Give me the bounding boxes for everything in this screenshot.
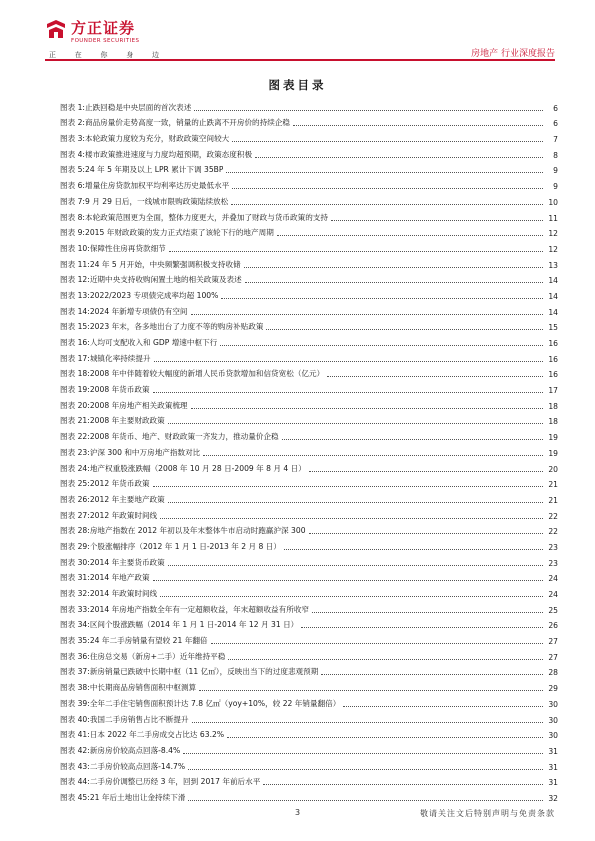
toc-entry-page: 22	[548, 511, 558, 521]
toc-dot-leader	[169, 251, 543, 252]
toc-entry-page: 18	[548, 401, 558, 411]
toc-dot-leader	[153, 486, 543, 487]
page-header	[0, 0, 595, 75]
toc-entry-title: 中长期商品房销售面积中枢测算	[89, 683, 197, 693]
toc-entry-page: 27	[548, 652, 558, 662]
toc-entry-label: 图表 30:	[60, 557, 90, 567]
toc-entry-label: 图表 16:	[60, 338, 90, 347]
toc-entry[interactable]	[60, 787, 558, 803]
toc-entry[interactable]	[60, 97, 558, 113]
toc-entry[interactable]	[60, 552, 558, 568]
toc-entry-label: 图表 34:	[60, 620, 90, 630]
toc-entry-title: 9 月 29 日后，一线城市限购政策陆续放松	[85, 196, 229, 206]
toc-entry[interactable]	[60, 662, 558, 678]
toc-entry-title: 2014 年房地产指数全年有一定超额收益，年末超额收益有所收窄	[89, 604, 310, 614]
toc-entry-label: 图表 11:	[60, 259, 90, 269]
toc-entry[interactable]	[60, 693, 558, 709]
figure-toc-list	[60, 97, 558, 803]
slogan-char: 你	[100, 51, 108, 59]
toc-entry-label: 图表 18:	[60, 369, 90, 379]
toc-entry-title: 增量住房贷款加权平均利率达历史最低水平	[85, 181, 230, 191]
toc-entry[interactable]	[60, 489, 558, 505]
toc-entry-label: 图表 9:	[60, 228, 85, 238]
toc-entry-page: 31	[548, 778, 558, 788]
toc-entry[interactable]	[60, 536, 558, 552]
toc-entry[interactable]	[60, 442, 558, 458]
toc-entry-page: 28	[548, 668, 558, 678]
toc-dot-leader	[245, 282, 543, 283]
disclaimer-text: 敬请关注文后特别声明与免责条款	[420, 809, 555, 818]
slogan-char: 边	[152, 51, 159, 59]
toc-entry[interactable]	[60, 725, 558, 741]
toc-entry-label: 图表 35:	[60, 636, 90, 646]
toc-dot-leader	[188, 769, 543, 770]
toc-entry-title: 24 年 5 月开始，中央频繁强调积极支持收储	[89, 259, 241, 269]
toc-entry[interactable]	[60, 568, 558, 584]
toc-entry-page: 17	[548, 386, 558, 396]
toc-entry[interactable]	[60, 207, 558, 223]
toc-entry-page: 16	[548, 339, 558, 348]
toc-entry-title: 2022/2023 专项债完成率均超 100%	[89, 290, 219, 300]
toc-dot-leader	[266, 329, 543, 330]
toc-dot-leader	[284, 549, 543, 550]
toc-entry-page: 31	[548, 762, 558, 772]
toc-entry-label: 图表 31:	[60, 573, 90, 583]
toc-entry[interactable]	[60, 317, 558, 333]
toc-entry-label: 图表 36:	[60, 651, 90, 661]
toc-dot-leader	[321, 674, 543, 675]
toc-entry-title: 住房总交易（新房+二手）近年维持平稳	[89, 651, 226, 661]
toc-entry-page: 20	[548, 464, 558, 474]
toc-entry-page: 7	[553, 135, 558, 145]
toc-dot-leader	[232, 188, 543, 189]
toc-entry[interactable]	[60, 677, 558, 693]
toc-entry-title: 地产权重股涨跌幅（2008 年 10 月 28 日-2009 年 8 月 4 日）	[89, 463, 306, 473]
toc-entry[interactable]	[60, 395, 558, 411]
toc-entry-page: 12	[548, 229, 558, 239]
toc-entry-page: 16	[548, 370, 558, 380]
toc-entry-page: 30	[548, 699, 558, 709]
toc-entry-title: 2014 年主要货币政策	[89, 557, 165, 567]
toc-entry-label: 图表 29:	[60, 541, 90, 551]
toc-dot-leader	[194, 110, 543, 111]
toc-entry-label: 图表 5:	[60, 165, 85, 175]
toc-entry-page: 6	[553, 119, 558, 129]
toc-dot-leader	[277, 235, 543, 236]
toc-entry-page: 26	[548, 621, 558, 631]
toc-entry-page: 32	[548, 793, 558, 803]
toc-entry[interactable]	[60, 740, 558, 756]
toc-entry-label: 图表 45:	[60, 792, 90, 802]
toc-entry[interactable]	[60, 223, 558, 239]
toc-entry-label: 图表 13:	[60, 290, 90, 300]
toc-entry-title: 24 年 5 年期及以上 LPR 累计下调 35BP	[85, 165, 224, 175]
toc-entry-label: 图表 10:	[60, 243, 90, 253]
toc-dot-leader	[191, 408, 543, 409]
toc-dot-leader	[309, 533, 543, 534]
toc-dot-leader	[153, 392, 543, 393]
toc-dot-leader	[232, 141, 543, 142]
toc-entry-title: 沪深 300 和中万房地产指数对比	[89, 447, 201, 457]
toc-entry-label: 图表 12:	[60, 275, 90, 285]
toc-entry-title: 2015 年财政政策的发力正式结束了该轮下行的地产周期	[85, 228, 274, 238]
slogan-char: 正	[49, 51, 56, 59]
toc-dot-leader	[226, 172, 543, 173]
header-divider	[45, 59, 555, 61]
toc-entry-title: 二手房价较高点回落-14.7%	[89, 761, 186, 771]
toc-entry[interactable]	[60, 599, 558, 615]
toc-entry-page: 9	[553, 182, 558, 192]
toc-entry-title: 2012 年政策时间线	[89, 510, 158, 520]
toc-entry[interactable]	[60, 270, 558, 286]
toc-entry-title: 2014 年政策时间线	[89, 589, 158, 598]
toc-entry-label: 图表 32:	[60, 589, 90, 598]
toc-entry-page: 23	[548, 558, 558, 568]
toc-entry-title: 2008 年货币政策	[89, 385, 150, 395]
toc-entry-page: 24	[548, 590, 558, 599]
toc-entry-title: 2023 年末，各多地出台了力度不等的购房补贴政策	[89, 322, 264, 332]
toc-dot-leader	[263, 784, 543, 785]
toc-entry[interactable]	[60, 756, 558, 772]
toc-dot-leader	[154, 361, 543, 362]
toc-entry-label: 图表 14:	[60, 306, 90, 316]
toc-dot-leader	[220, 345, 543, 346]
toc-entry-label: 图表 20:	[60, 400, 90, 410]
toc-entry-title: 楼市政策推进速度与力度均超预期，政策态度积极	[85, 149, 253, 159]
toc-dot-leader	[327, 376, 543, 377]
toc-entry-page: 15	[548, 323, 558, 333]
toc-entry-page: 16	[548, 354, 558, 364]
toc-entry[interactable]	[60, 505, 558, 521]
slogan-char: 在	[74, 51, 82, 59]
report-type-label: 房地产 行业深度报告	[471, 49, 555, 59]
toc-entry-title: 2008 年货币、地产、财政政策一齐发力，推动量价企稳	[89, 432, 279, 442]
toc-dot-leader	[192, 722, 543, 723]
toc-entry-label: 图表 24:	[60, 463, 90, 473]
toc-entry-title: 2012 年货币政策	[89, 479, 150, 489]
toc-dot-leader	[231, 204, 543, 205]
toc-entry[interactable]	[60, 458, 558, 474]
toc-entry-label: 图表 38:	[60, 683, 90, 693]
toc-entry-page: 9	[553, 166, 558, 176]
toc-entry-label: 图表 26:	[60, 494, 90, 504]
toc-entry-label: 图表 3:	[60, 134, 85, 144]
toc-entry-title: 房地产指数在 2012 年初以及年末整体牛市启动时跑赢沪深 300	[89, 526, 306, 536]
toc-entry-title: 21 年后土地出让金持续下滑	[89, 792, 186, 802]
toc-entry-label: 图表 15:	[60, 322, 90, 332]
toc-entry-title: 二手房价调整已历经 3 年，回到 2017 年前后水平	[89, 777, 261, 787]
toc-entry-title: 本轮政策范围更为全面，整体力度更大，并叠加了财政与货币政策的支持	[85, 212, 328, 222]
toc-entry[interactable]	[60, 521, 558, 537]
toc-entry-title: 本轮政策力度较为充分，财政政策空间较大	[85, 134, 230, 144]
toc-entry-label: 图表 8:	[60, 212, 85, 222]
toc-entry-page: 11	[548, 213, 558, 223]
toc-entry-page: 6	[553, 103, 558, 113]
toc-entry-label: 图表 41:	[60, 730, 90, 740]
slogan-char: 身	[126, 51, 134, 59]
toc-entry[interactable]	[60, 254, 558, 270]
toc-entry-title: 人均可支配收入和 GDP 增速中枢下行	[89, 338, 218, 347]
toc-entry[interactable]	[60, 113, 558, 129]
toc-dot-leader	[255, 157, 543, 158]
toc-entry[interactable]	[60, 238, 558, 254]
toc-entry[interactable]	[60, 772, 558, 788]
toc-entry-title: 24 年二手房销量有望较 21 年翻倍	[89, 636, 208, 646]
toc-entry-page: 31	[548, 746, 558, 756]
toc-entry-label: 图表 7:	[60, 196, 85, 206]
toc-dot-leader	[293, 125, 543, 126]
toc-dot-leader	[199, 690, 543, 691]
toc-entry[interactable]	[60, 160, 558, 176]
toc-dot-leader	[153, 580, 543, 581]
toc-entry[interactable]	[60, 144, 558, 160]
toc-entry-page: 30	[548, 715, 558, 725]
toc-entry-title: 日本 2022 年二手房成交占比达 63.2%	[89, 730, 225, 740]
toc-entry-label: 图表 33:	[60, 604, 90, 614]
toc-entry-page: 13	[548, 260, 558, 270]
toc-dot-leader	[282, 439, 543, 440]
founder-logo-icon	[45, 18, 67, 40]
toc-entry[interactable]	[60, 426, 558, 442]
toc-dot-leader	[331, 220, 543, 221]
toc-entry-page: 8	[553, 150, 558, 160]
toc-entry[interactable]	[60, 709, 558, 725]
toc-entry[interactable]	[60, 630, 558, 646]
toc-dot-leader	[168, 565, 543, 566]
toc-dot-leader	[168, 423, 543, 424]
toc-entry-label: 图表 39:	[60, 698, 90, 708]
toc-entry-label: 图表 25:	[60, 479, 90, 489]
toc-entry-title: 新房房价较高点回落-8.4%	[89, 745, 181, 755]
toc-entry-title: 商品房量价走势高度一致，销量的止跌离不开房价的持续企稳	[85, 118, 291, 128]
toc-entry-title: 2012 年主要地产政策	[89, 494, 165, 504]
toc-dot-leader	[203, 455, 543, 456]
toc-entry-title: 城镇化率持续提升	[89, 353, 151, 363]
toc-entry-page: 10	[548, 197, 558, 207]
toc-dot-leader	[211, 643, 543, 644]
toc-entry-title: 个股涨幅排序（2012 年 1 月 1 日-2013 年 2 月 8 日）	[89, 541, 281, 551]
toc-dot-leader	[244, 267, 543, 268]
toc-entry-label: 图表 23:	[60, 447, 90, 457]
toc-entry-title: 止跌回稳是中央层面的首次表述	[85, 102, 192, 112]
toc-entry-label: 图表 1:	[60, 102, 85, 112]
toc-dot-leader	[183, 753, 543, 754]
toc-entry-title: 2008 年主要财政政策	[89, 416, 165, 426]
toc-entry-page: 24	[548, 574, 558, 584]
toc-entry[interactable]	[60, 474, 558, 490]
toc-title: 图表目录	[268, 78, 327, 92]
toc-entry[interactable]	[60, 191, 558, 207]
toc-entry-title: 2024 年新增专项债仍有空间	[89, 306, 188, 316]
toc-dot-leader	[343, 706, 543, 707]
brand-name-cn: 方正证券	[71, 19, 136, 37]
toc-dot-leader	[160, 518, 543, 519]
toc-dot-leader	[227, 737, 543, 738]
toc-entry[interactable]	[60, 301, 558, 317]
toc-entry[interactable]	[60, 348, 558, 364]
toc-entry-label: 图表 17:	[60, 353, 90, 363]
toc-entry-title: 近期中央支持收购闲置土地的相关政策及表述	[89, 275, 242, 285]
toc-entry-title: 新房销量已跌破中长期中枢（11 亿㎡），反映出当下的过度悲观预期	[89, 667, 319, 677]
toc-dot-leader	[168, 502, 543, 503]
toc-entry[interactable]	[60, 646, 558, 662]
toc-entry-label: 图表 43:	[60, 761, 90, 771]
toc-entry[interactable]	[60, 285, 558, 301]
toc-dot-leader	[301, 627, 543, 628]
toc-entry-label: 图表 6:	[60, 181, 85, 191]
toc-entry[interactable]	[60, 175, 558, 191]
toc-entry[interactable]	[60, 364, 558, 380]
toc-dot-leader	[312, 612, 543, 613]
toc-dot-leader	[191, 314, 543, 315]
toc-dot-leader	[228, 659, 543, 660]
toc-entry-page: 19	[548, 448, 558, 458]
toc-dot-leader	[309, 471, 543, 472]
toc-entry[interactable]	[60, 411, 558, 427]
toc-entry-title: 区间个股涨跌幅（2014 年 1 月 1 日-2014 年 12 月 31 日）	[89, 620, 299, 630]
toc-entry-label: 图表 19:	[60, 385, 90, 395]
toc-entry-page: 12	[548, 244, 558, 254]
toc-entry[interactable]	[60, 379, 558, 395]
toc-entry-page: 21	[548, 480, 558, 490]
toc-entry[interactable]	[60, 615, 558, 631]
toc-entry-label: 图表 40:	[60, 714, 90, 724]
toc-entry-page: 30	[548, 731, 558, 741]
page-number: 3	[294, 808, 301, 817]
toc-entry-title: 2008 年中伴随着较大幅度的新增人民币贷款增加和信贷宽松（亿元）	[89, 369, 325, 379]
toc-entry-label: 图表 21:	[60, 416, 90, 426]
toc-entry-page: 27	[548, 637, 558, 647]
page-footer	[0, 806, 595, 826]
toc-dot-leader	[221, 298, 543, 299]
brand-name-en: FOUNDER SECURITIES	[71, 38, 140, 44]
toc-entry-page: 18	[548, 417, 558, 427]
toc-entry-label: 图表 27:	[60, 510, 90, 520]
toc-entry-page: 19	[548, 433, 558, 443]
toc-entry-page: 14	[548, 291, 558, 301]
toc-entry-page: 23	[548, 542, 558, 552]
toc-dot-leader	[188, 800, 543, 801]
toc-entry-page: 25	[548, 605, 558, 615]
toc-entry-title: 2008 年房地产相关政策梳理	[89, 400, 188, 410]
toc-entry-page: 14	[548, 307, 558, 317]
toc-entry-label: 图表 4:	[60, 149, 85, 159]
toc-entry[interactable]	[60, 332, 558, 348]
toc-entry-label: 图表 22:	[60, 432, 90, 442]
toc-entry-page: 14	[548, 276, 558, 286]
toc-dot-leader	[160, 596, 543, 597]
toc-entry-label: 图表 44:	[60, 777, 90, 787]
toc-entry-page: 21	[548, 495, 558, 505]
toc-entry-title: 2014 年地产政策	[89, 573, 150, 583]
toc-entry-title: 我国二手房销售占比不断提升	[89, 714, 189, 724]
toc-entry[interactable]	[60, 128, 558, 144]
toc-entry-title: 保障性住房再贷款细节	[89, 243, 166, 253]
toc-entry-page: 29	[548, 684, 558, 694]
toc-entry-label: 图表 42:	[60, 745, 90, 755]
toc-entry-label: 图表 37:	[60, 667, 90, 677]
toc-entry-page: 22	[548, 527, 558, 537]
toc-entry-label: 图表 2:	[60, 118, 85, 128]
toc-entry-label: 图表 28:	[60, 526, 90, 536]
toc-entry[interactable]	[60, 583, 558, 599]
toc-entry-title: 全年二手住宅销售面积预计达 7.8 亿㎡（yoy+10%，较 22 年销量翻倍）	[89, 698, 341, 708]
